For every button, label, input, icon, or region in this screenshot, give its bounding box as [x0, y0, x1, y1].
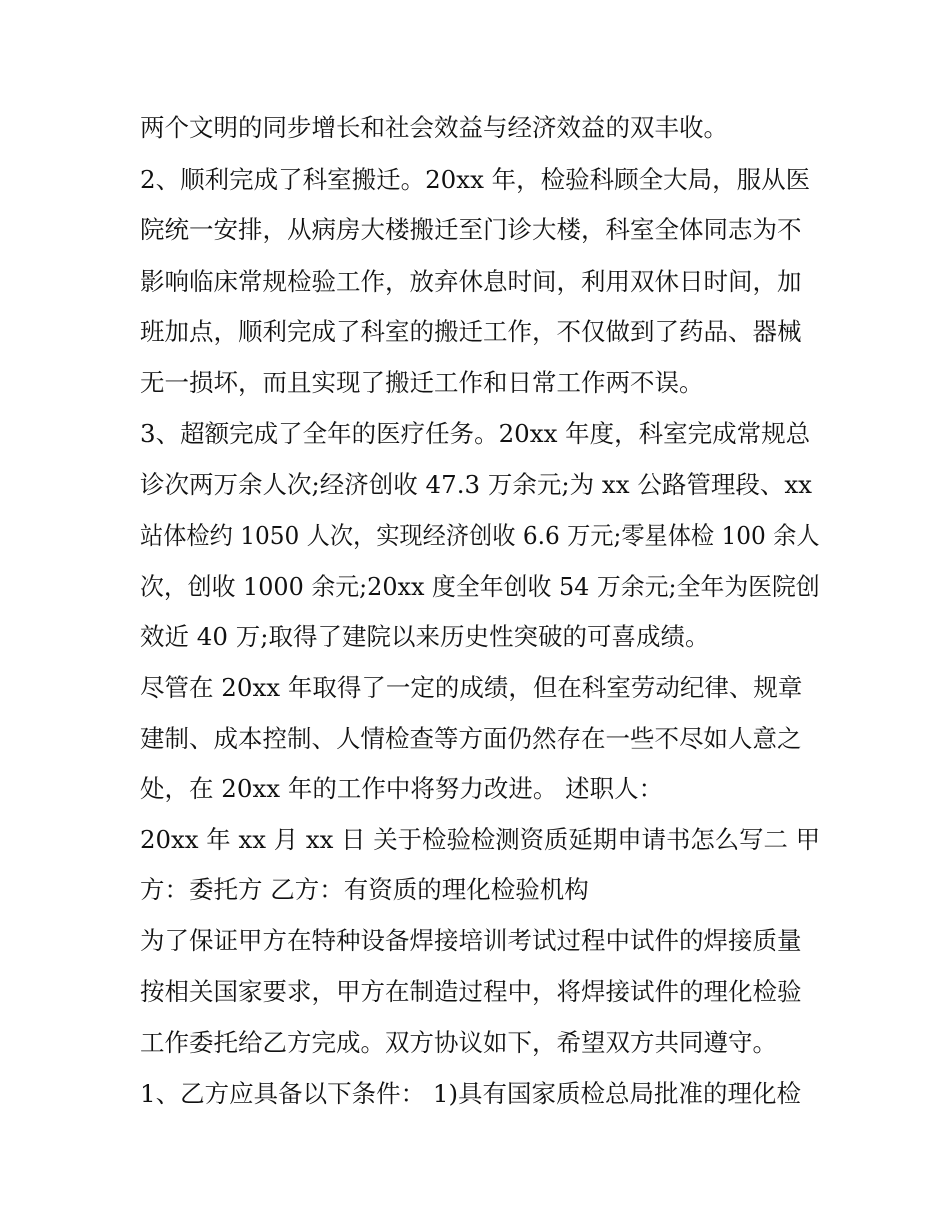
text-line-5: 班加点，顺利完成了科室的搬迁工作，不仅做到了药品、器械	[140, 317, 802, 346]
text-line-17: 为了保证甲方在特种设备焊接培训考试过程中试件的焊接质量	[140, 926, 802, 955]
text-line-1: 两个文明的同步增长和社会效益与经济效益的双丰收。	[140, 113, 728, 142]
text-line-6: 无一损坏，而且实现了搬迁工作和日常工作两不误。	[140, 368, 704, 397]
text-line-18: 按相关国家要求，甲方在制造过程中，将焊接试件的理化检验	[140, 977, 802, 1006]
text-line-4: 影响临床常规检验工作，放弃休息时间，利用双休日时间，加	[140, 267, 802, 296]
text-line-13: 建制、成本控制、人情检查等方面仍然存在一些不尽如人意之	[140, 724, 802, 753]
text-line-3: 院统一安排，从病房大楼搬迁至门诊大楼，科室全体同志为不	[140, 215, 802, 244]
text-line-15: 20xx 年 xx 月 xx 日 关于检验检测资质延期申请书怎么写二 甲	[140, 825, 821, 854]
text-line-16: 方：委托方 乙方：有资质的理化检验机构	[140, 875, 589, 904]
text-line-8: 诊次两万余人次;经济创收 47.3 万余元;为 xx 公路管理段、xx	[140, 470, 812, 499]
text-line-9: 站体检约 1050 人次，实现经济创收 6.6 万元;零星体检 100 余人	[140, 521, 820, 550]
text-line-2: 2、顺利完成了科室搬迁。20xx 年，检验科顾全大局，服从医	[140, 165, 811, 194]
text-line-7: 3、超额完成了全年的医疗任务。20xx 年度，科室完成常规总	[140, 419, 811, 448]
text-line-20: 1、乙方应具备以下条件： 1)具有国家质检总局批准的理化检	[140, 1079, 802, 1108]
text-line-14: 处，在 20xx 年的工作中将努力改进。 述职人：	[140, 774, 664, 803]
text-line-10: 次，创收 1000 余元;20xx 度全年创收 54 万余元;全年为医院创	[140, 572, 820, 601]
text-line-12: 尽管在 20xx 年取得了一定的成绩，但在科室劳动纪律、规章	[140, 673, 803, 702]
text-line-19: 工作委托给乙方完成。双方协议如下，希望双方共同遵守。	[140, 1028, 777, 1057]
text-line-11: 效近 40 万;取得了建院以来历史性突破的可喜成绩。	[140, 622, 710, 651]
